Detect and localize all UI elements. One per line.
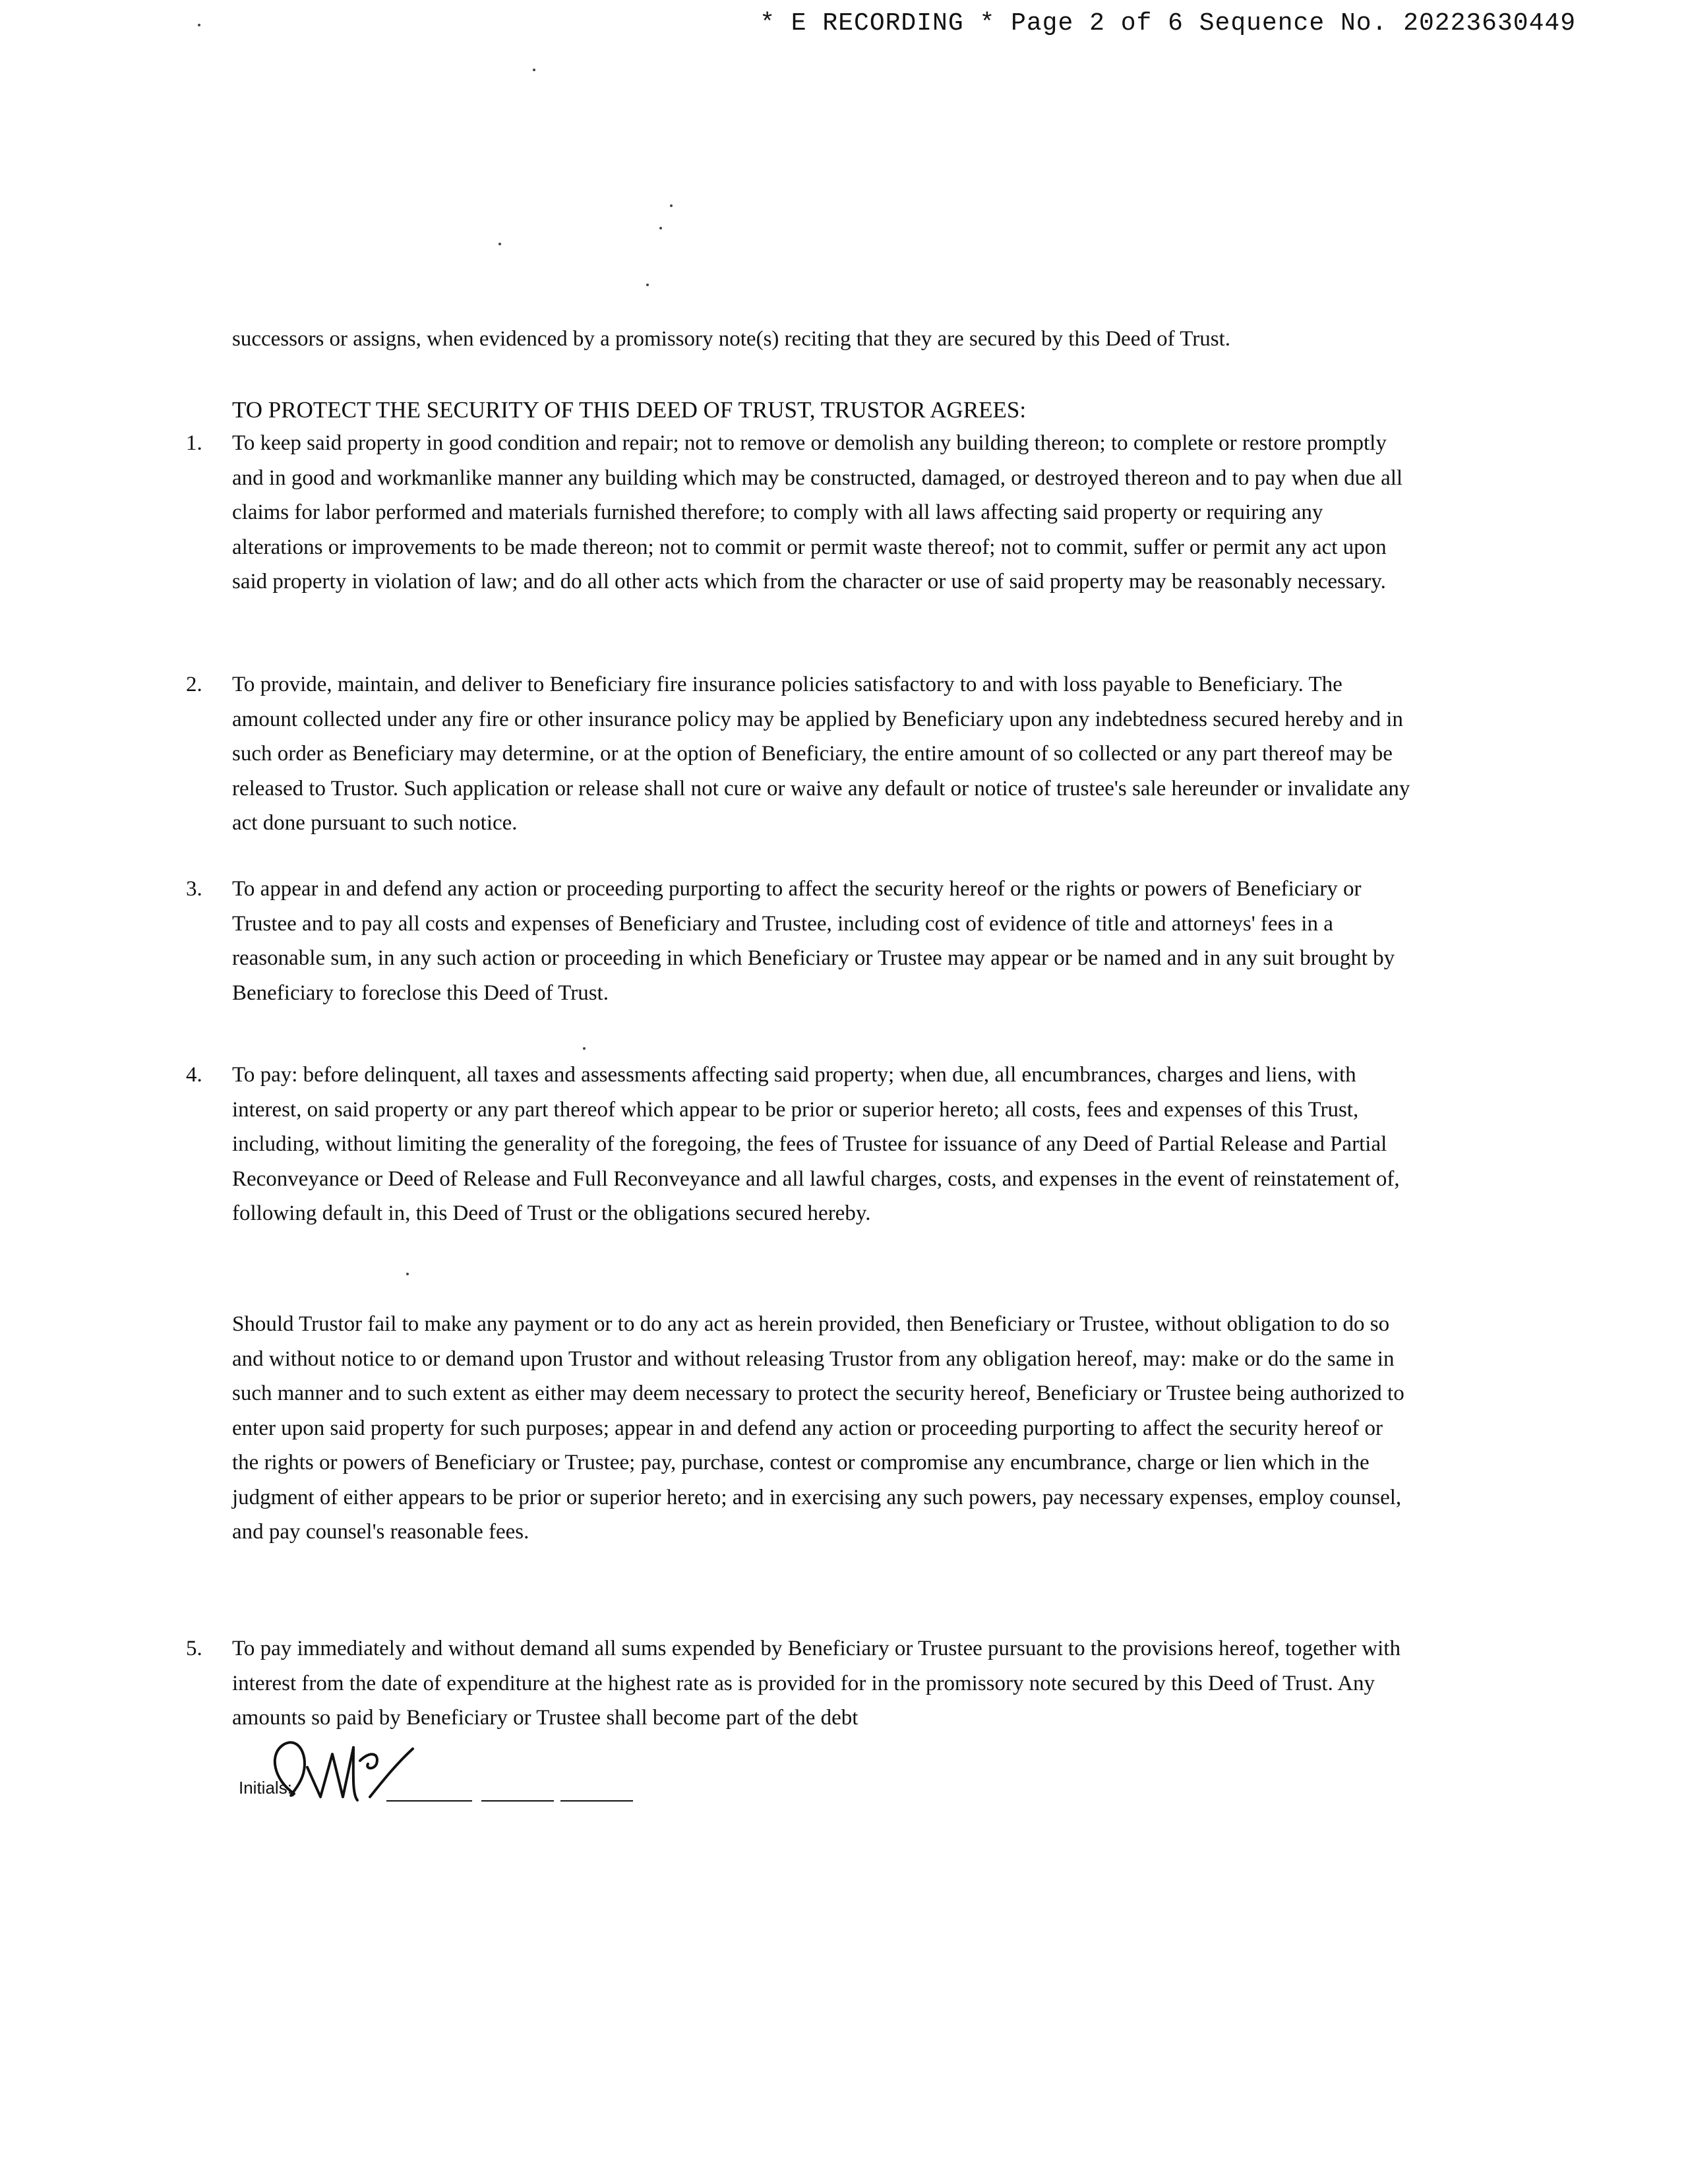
scan-speck bbox=[533, 69, 535, 71]
paragraph-text: To pay: before delinquent, all taxes and assessments affecting said property; when due, all encumbrances, charges and liens, with interest, on said property or any part thereof which appear to be prior or superior hereto; all costs, fees and expenses of this Trust, including, without limiting the generality of the foregoing, the fees of Trustee for issuance of any Deed of Partial Release and Partial Reconveyance or Deed of Release and Full Reconveyance and all lawful charges, costs, and expenses in the event of reinstatement of, following default in, this Deed of Trust or the obligations secured hereby. bbox=[232, 1063, 1400, 1225]
paragraph-5 bbox=[186, 1631, 1412, 1736]
paragraph-number: 2. bbox=[186, 673, 202, 696]
scan-speck bbox=[498, 243, 501, 245]
initials-line bbox=[560, 1800, 633, 1802]
sub-paragraph: Should Trustor fail to make any payment or to do any act as herein provided, then Beneficiary or Trustee, without obligation to do so and without notice to or demand upon Trustor and without releasing Trustor from any obligation hereof, may: make or do the same in such manner and to such extent as either may deem necessary to protect the security hereof, Beneficiary or Trustee being authorized to enter upon said property for such purposes; appear in and defend any action or proceeding purporting to affect the security hereof or the rights or powers of Beneficiary or Trustee; pay, purchase, contest or compromise any encumbrance, charge or lien which in the judgment of either appears to be prior or superior hereto; and in exercising any such powers, pay necessary expenses, employ counsel, and pay counsel's reasonable fees. bbox=[232, 1312, 1404, 1544]
scan-speck bbox=[646, 284, 649, 286]
paragraph-number: 1. bbox=[186, 431, 202, 455]
paragraph-3 bbox=[186, 872, 1412, 1010]
paragraph-2 bbox=[186, 667, 1412, 841]
initials-block bbox=[235, 1734, 657, 1813]
paragraph-text: To pay immediately and without demand all sums expended by Beneficiary or Trustee pursuant to the provisions hereof, together with interest from the date of expenditure at the highest rate as is provided for in the promissory note secured by this Deed of Trust. Any amounts so paid by Beneficiary or Trustee shall become part of the debt bbox=[232, 1637, 1401, 1730]
paragraph-text: To keep said property in good condition and repair; not to remove or demolish any building thereon; to complete or restore promptly and in good and workmanlike manner any building which may be constructed, damaged, or destroyed thereon and to pay when due all claims for labor performed and materials furnished therefore; to comply with all laws affecting said property or requiring any alterations or improvements to be made thereon; not to commit or permit waste thereof; not to commit, suffer or permit any act upon said property in violation of law; and do all other acts which from the character or use of said property may be reasonably necessary. bbox=[232, 431, 1403, 593]
scan-speck bbox=[583, 1047, 586, 1050]
initials-label: Initials: bbox=[239, 1778, 292, 1798]
handwritten-signature bbox=[255, 1734, 452, 1807]
recording-header: * E RECORDING * Page 2 of 6 Sequence No. 20223630449 bbox=[760, 9, 1576, 38]
paragraph-number: 3. bbox=[186, 877, 202, 901]
scan-speck bbox=[198, 24, 200, 26]
paragraph-number: 5. bbox=[186, 1637, 202, 1660]
initials-line bbox=[481, 1800, 554, 1802]
scan-speck bbox=[406, 1273, 409, 1275]
paragraph-4 bbox=[186, 1058, 1412, 1231]
paragraph-number: 4. bbox=[186, 1063, 202, 1087]
scan-speck bbox=[670, 204, 673, 207]
initials-line bbox=[386, 1800, 472, 1802]
paragraph-text: To appear in and defend any action or proceeding purporting to affect the security hereof or the rights or powers of Beneficiary or Trustee and to pay all costs and expenses of Beneficiary and Trustee, including cost of evidence of title and attorneys' fees in a reasonable sum, in any such action or proceeding in which Beneficiary or Trustee may appear or be named and in any suit brought by Beneficiary to foreclose this Deed of Trust. bbox=[232, 877, 1395, 1005]
intro-text: successors or assigns, when evidenced by a promissory note(s) reciting that they are secured by this Deed of Trust. bbox=[232, 327, 1230, 351]
paragraph-text: To provide, maintain, and deliver to Beneficiary fire insurance policies satisfactory to and with loss payable to Beneficiary. The amount collected under any fire or other insurance policy may be applied by Beneficiary upon any indebtedness secured hereby and in such order as Beneficiary may determine, or at the option of Beneficiary, the entire amount of so collected or any part thereof may be released to Trustor. Such application or release shall not cure or waive any default or notice of trustee's sale hereunder or invalidate any act done pursuant to such notice. bbox=[232, 673, 1410, 835]
section-heading: TO PROTECT THE SECURITY OF THIS DEED OF TRUST, TRUSTOR AGREES: bbox=[232, 397, 1027, 423]
scan-speck bbox=[659, 227, 662, 229]
paragraph-1 bbox=[186, 426, 1412, 599]
